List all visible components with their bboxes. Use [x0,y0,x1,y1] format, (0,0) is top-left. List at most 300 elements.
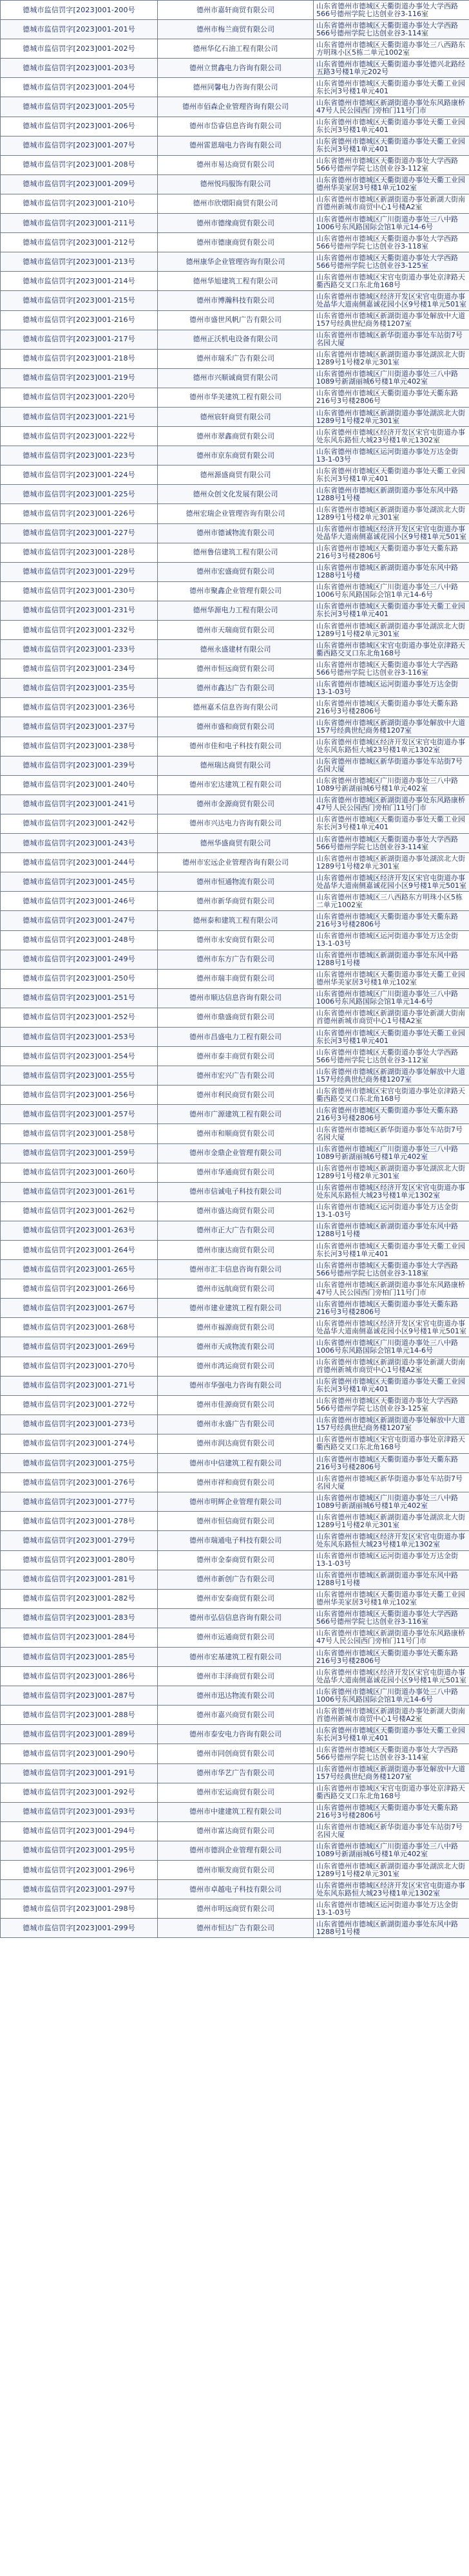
company-name: 德州市宏基建筑工程有限公司 [158,1647,314,1666]
company-name: 德州市正大广告有限公司 [158,1221,314,1240]
company-address: 山东省德州市德城区天衢街道办事处天衢工业园东长河3号楼1单元401 [314,117,469,136]
company-address: 山东省德州市德城区广川街道办事处三八中路1089号新湖丽城6号楼1单元402室 [314,368,469,388]
company-address: 山东省德州市德城区经济开发区宋官屯街道办事处东风东路恒大城23号楼1单元1302室 [314,737,469,756]
table-row [1,136,469,155]
company-address: 山东省德州市德城区天衢街道办事处天衢工业园东长河3号楼1单元401 [314,136,469,155]
penalty-number: 德城市监信罚字[2023]001-237号 [1,717,158,737]
table-row [1,1395,469,1415]
company-name: 德州市博瀚科技有限公司 [158,291,314,310]
penalty-number: 德城市监信罚字[2023]001-274号 [1,1434,158,1453]
company-address: 山东省德州市德城区经济开发区宋官屯街道办事处晶华大道南侧嘉诚花园小区9号楼1单元501室 [314,1318,469,1337]
table-row [1,465,469,485]
penalty-number: 德城市监信罚字[2023]001-207号 [1,136,158,155]
table-row [1,523,469,543]
company-name: 德州华源电力工程有限公司 [158,601,314,620]
company-address: 山东省德州市德城区天衢街道办事处大学西路566号德州学院七达创业谷3-118室 [314,1260,469,1279]
penalty-number: 德城市监信罚字[2023]001-252号 [1,1008,158,1027]
table-row [1,950,469,969]
company-address: 山东省德州市德城区天衢街道办事处大学西路566号德州学院七达创业谷3-116室 [314,1608,469,1628]
company-address: 山东省德州市德城区天衢街道办事处天衢东路216号3号楼2806号 [314,1299,469,1318]
table-row [1,1124,469,1143]
company-address: 山东省德州市德城区新湖街道办事处湖滨北大街1289号1号楼2单元301室 [314,1512,469,1531]
company-name: 德州立贯鑫电力咨询有限公司 [158,59,314,78]
company-address: 山东省德州市德城区天衢街道办事处大学西路566号德州学院七达创业谷3-114室 [314,20,469,39]
company-address: 山东省德州市德城区天衢街道办事处天衢东路216号3号楼2806号 [314,1802,469,1821]
table-row [1,1725,469,1744]
company-name: 德州瑞达商贸有限公司 [158,756,314,775]
table-row [1,407,469,426]
company-name: 德州宸轩商贸有限公司 [158,407,314,426]
company-name: 德州市天成物流有限公司 [158,1337,314,1357]
company-name: 德州市祥和商贸有限公司 [158,1473,314,1492]
company-name: 德州市京东商贸有限公司 [158,446,314,465]
company-name: 德州市丰泽商贸有限公司 [158,1667,314,1686]
company-address: 山东省德州市德城区广川街道办事处三八中路1006号东风路国际会馆1单元14-6号 [314,988,469,1008]
table-row [1,1667,469,1686]
table-row [1,872,469,892]
company-address: 山东省德州市德城区天衢街道办事处大学西路566号德州学院七达创业谷3-114室 [314,1744,469,1763]
company-address: 山东省德州市德城区宋官屯街道办事处京津路天衢西路交叉口东北角168号 [314,1783,469,1802]
table-row [1,78,469,97]
company-name: 德州市梅兰商贸有限公司 [158,20,314,39]
penalty-number: 德城市监信罚字[2023]001-278号 [1,1512,158,1531]
penalty-number: 德城市监信罚字[2023]001-219号 [1,368,158,388]
table-row [1,1,469,20]
table-row [1,1512,469,1531]
company-name: 德州正沃机电设备有限公司 [158,330,314,349]
table-row [1,1454,469,1473]
company-address: 山东省德州市德城区新湖街道办事处解放中大道157号经典世纪商务楼1207室 [314,1763,469,1783]
company-name: 德州市嘉兴商贸有限公司 [158,1706,314,1725]
penalty-number: 德城市监信罚字[2023]001-231号 [1,601,158,620]
company-address: 山东省德州市德城区天衢街道办事处大学西路566号德州学院七达创业谷3-112室 [314,155,469,174]
company-name: 德州市佰森企业管理咨询有限公司 [158,97,314,117]
penalty-number: 德城市监信罚字[2023]001-288号 [1,1706,158,1725]
penalty-number: 德城市监信罚字[2023]001-280号 [1,1550,158,1570]
table-row [1,1105,469,1124]
company-name: 德州市华艺广告有限公司 [158,1763,314,1783]
company-address: 山东省德州市德城区宋官屯街道办事处京津路天衢西路交叉口东北角168号 [314,1086,469,1105]
company-address: 山东省德州市德城区新湖街道办事处湖滨北大街1289号1号楼2单元301室 [314,1861,469,1880]
table-row [1,1763,469,1783]
table-row [1,679,469,698]
company-name: 德州市华通商贸有限公司 [158,1163,314,1182]
table-row [1,659,469,679]
table-row [1,1550,469,1570]
table-row [1,562,469,581]
company-name: 德州市顺发商贸有限公司 [158,1861,314,1880]
penalty-number: 德城市监信罚字[2023]001-240号 [1,775,158,794]
company-address: 山东省德州市德城区宋官屯街道办事处京津路天衢西路交叉口东北角168号 [314,640,469,659]
company-address: 山东省德州市德城区天衢街道办事处天衢东路216号3号楼2806号 [314,543,469,562]
company-name: 德州市恒达广告有限公司 [158,1919,314,1938]
company-address: 山东省德州市德城区运河街道办事处万达金街13-1-03号 [314,1550,469,1570]
company-address: 山东省德州市德城区运河街道办事处万达金街13-1-03号 [314,930,469,950]
company-address: 山东省德州市德城区宋官屯街道办事处京津路天衢西路交叉口东北角168号 [314,272,469,291]
table-row [1,485,469,504]
company-name: 德州市鼎盛商贸有限公司 [158,1008,314,1027]
penalty-number: 德城市监信罚字[2023]001-222号 [1,427,158,446]
table-row [1,194,469,213]
company-address: 山东省德州市德城区天衢街道办事处天衢东路216号3号楼2806号 [314,1454,469,1473]
table-row [1,1880,469,1899]
penalty-number: 德城市监信罚字[2023]001-287号 [1,1686,158,1706]
company-address: 山东省德州市德城区经济开发区宋官屯街道办事处东风东路恒大城23号楼1单元1302室 [314,1182,469,1201]
penalty-number: 德城市监信罚字[2023]001-261号 [1,1182,158,1201]
table-row [1,1241,469,1260]
company-name: 德州市金泰商贸有限公司 [158,1550,314,1570]
company-address: 山东省德州市德城区新华街道办事处车站街7号名园大厦 [314,1473,469,1492]
penalty-number: 德城市监信罚字[2023]001-295号 [1,1841,158,1860]
penalty-number: 德城市监信罚字[2023]001-220号 [1,388,158,407]
penalty-number: 德城市监信罚字[2023]001-266号 [1,1279,158,1299]
company-address: 山东省德州市德城区天衢街道办事处天衢工业园东长河3号楼1单元401 [314,1241,469,1260]
penalty-number: 德城市监信罚字[2023]001-270号 [1,1357,158,1376]
company-address: 山东省德州市德城区天衢街道办事处天衢工业园东长河3号楼1单元401 [314,1027,469,1046]
company-name: 德州市鑫达广告有限公司 [158,679,314,698]
table-row [1,1434,469,1453]
table-row [1,214,469,233]
penalty-number: 德城市监信罚字[2023]001-218号 [1,349,158,368]
table-row [1,1802,469,1821]
penalty-number: 德城市监信罚字[2023]001-211号 [1,214,158,233]
table-row [1,1027,469,1046]
company-name: 德州市岱睿信息咨询有限公司 [158,117,314,136]
company-address: 山东省德州市德城区广川街道办事处三八中路1089号新湖丽城6号楼1单元402室 [314,775,469,794]
penalty-number: 德城市监信罚字[2023]001-298号 [1,1899,158,1919]
table-row [1,1473,469,1492]
penalty-number: 德城市监信罚字[2023]001-213号 [1,252,158,272]
penalty-number: 德城市监信罚字[2023]001-260号 [1,1163,158,1182]
company-name: 德州市盛和商贸有限公司 [158,717,314,737]
table-row [1,1531,469,1550]
company-address: 山东省德州市德城区天衢街道办事处天衢工业园东长河3号楼1单元401 [314,1725,469,1744]
company-name: 德州市新华商贸有限公司 [158,892,314,911]
company-name: 德州悦玛服饰有限公司 [158,174,314,194]
company-address: 山东省德州市德城区广川街道办事处三八中路1006号东风路国际会馆1单元14-6号 [314,214,469,233]
company-name: 德州市盛世风帆广告有限公司 [158,310,314,330]
company-address: 山东省德州市德城区天衢街道办事处德兴北路经五路3号楼1单元202号 [314,59,469,78]
company-name: 德州市佳和电子科技有限公司 [158,737,314,756]
company-name: 德州市恒远商贸有限公司 [158,659,314,679]
table-row [1,252,469,272]
company-name: 德州市聚鑫企业管理有限公司 [158,581,314,601]
table-row [1,388,469,407]
company-address: 山东省德州市德城区天衢街道办事处三八西路东方明珠小区5栋二单元1002室 [314,39,469,59]
company-name: 德州市中信建筑工程有限公司 [158,1454,314,1473]
penalty-number: 德城市监信罚字[2023]001-204号 [1,78,158,97]
penalty-number: 德城市监信罚字[2023]001-251号 [1,988,158,1008]
company-address: 山东省德州市德城区天衢街道办事处天衢工业园东长河3号楼1单元401 [314,1376,469,1395]
table-row [1,1686,469,1706]
company-address: 山东省德州市德城区天衢街道办事处天衢工业园德州华美家居3号楼1单元102室 [314,174,469,194]
table-row [1,601,469,620]
penalty-number: 德城市监信罚字[2023]001-249号 [1,950,158,969]
company-address: 山东省德州市德城区新湖街道办事处东风路康桥47号人民公园西门旁柏门11号门市 [314,1279,469,1299]
table-row [1,1841,469,1860]
company-address: 山东省德州市德城区新湖街道办事处新湖大街南首德州新城市商贸中心1号楼A2室 [314,1357,469,1376]
penalty-number: 德城市监信罚字[2023]001-289号 [1,1725,158,1744]
penalty-number: 德城市监信罚字[2023]001-200号 [1,1,158,20]
penalty-number: 德城市监信罚字[2023]001-203号 [1,59,158,78]
penalty-number: 德城市监信罚字[2023]001-282号 [1,1589,158,1608]
company-name: 德州市泰丰商贸有限公司 [158,1047,314,1066]
table-row [1,1357,469,1376]
table-row [1,1279,469,1299]
table-row [1,1608,469,1628]
company-name: 德州市华美建筑工程有限公司 [158,388,314,407]
company-name: 德州同馨电力咨询有限公司 [158,78,314,97]
penalty-number: 德城市监信罚字[2023]001-258号 [1,1124,158,1143]
penalty-number: 德城市监信罚字[2023]001-285号 [1,1647,158,1666]
table-row [1,1899,469,1919]
penalty-number: 德城市监信罚字[2023]001-247号 [1,911,158,930]
company-name: 德州市福源商贸有限公司 [158,1318,314,1337]
company-name: 德州市瑞通电子科技有限公司 [158,1531,314,1550]
penalty-number: 德城市监信罚字[2023]001-291号 [1,1763,158,1783]
penalty-number: 德城市监信罚字[2023]001-262号 [1,1201,158,1221]
company-address: 山东省德州市德城区天衢街道办事处天衢东路216号3号楼2806号 [314,911,469,930]
company-name: 德州市宏运商贸有限公司 [158,1783,314,1802]
table-row [1,155,469,174]
company-address: 山东省德州市德城区天衢街道办事处天衢工业园东长河3号楼1单元401 [314,465,469,485]
company-name: 德州嘉禾信息咨询有限公司 [158,698,314,717]
company-name: 德州市宏盛商贸有限公司 [158,562,314,581]
table-body [1,1,469,1938]
company-address: 山东省德州市德城区新湖街道办事处新湖大街南首德州新城市商贸中心1号楼A2室 [314,194,469,213]
penalty-number: 德城市监信罚字[2023]001-265号 [1,1260,158,1279]
company-address: 山东省德州市德城区经济开发区宋官屯街道办事处东风东路恒大城23号楼1单元1302室 [314,1880,469,1899]
company-address: 山东省德州市德城区天衢街道办事处天衢工业园德州华美家居3号楼1单元102室 [314,1589,469,1608]
company-name: 德州市鸿运商贸有限公司 [158,1357,314,1376]
company-name: 德州市利民商贸有限公司 [158,1086,314,1105]
table-row [1,1008,469,1027]
table-row [1,1163,469,1182]
penalty-number: 德城市监信罚字[2023]001-245号 [1,872,158,892]
table-row [1,20,469,39]
penalty-number: 德城市监信罚字[2023]001-286号 [1,1667,158,1686]
table-row [1,1821,469,1841]
table-row [1,581,469,601]
company-address: 山东省德州市德城区新湖街道办事处新湖大街南首德州新城市商贸中心1号楼A2室 [314,1008,469,1027]
company-address: 山东省德州市德城区新湖街道办事处解放中大道157号经典世纪商务楼1207室 [314,310,469,330]
penalty-number: 德城市监信罚字[2023]001-259号 [1,1143,158,1163]
penalty-number: 德城市监信罚字[2023]001-241号 [1,794,158,814]
table-row [1,794,469,814]
company-address: 山东省德州市德城区广川街道办事处三八中路1006号东风路国际会馆1单元14-6号 [314,1686,469,1706]
company-name: 德州市盛达商贸有限公司 [158,1201,314,1221]
company-name: 德州市兴顺诚商贸有限公司 [158,368,314,388]
table-row [1,272,469,291]
company-address: 山东省德州市德城区新湖街道办事处东风中路1288号1号楼 [314,1570,469,1589]
penalty-number: 德城市监信罚字[2023]001-217号 [1,330,158,349]
company-address: 山东省德州市德城区天衢街道办事处天衢工业园东长河3号楼1单元401 [314,601,469,620]
company-address: 山东省德州市德城区天衢街道办事处天衢东路216号3号楼2806号 [314,1647,469,1666]
penalty-number: 德城市监信罚字[2023]001-227号 [1,523,158,543]
company-name: 德州市德康商贸有限公司 [158,233,314,252]
company-name: 德州市顺达信息咨询有限公司 [158,988,314,1008]
company-name: 德州市永盛广告有限公司 [158,1415,314,1434]
company-address: 山东省德州市德城区天衢街道办事处大学西路566号德州学院七达创业谷3-116室 [314,659,469,679]
penalty-number: 德城市监信罚字[2023]001-233号 [1,640,158,659]
company-name: 德州市恒通物流有限公司 [158,872,314,892]
company-address: 山东省德州市德城区运河街道办事处万达金街13-1-03号 [314,679,469,698]
penalty-number: 德城市监信罚字[2023]001-268号 [1,1318,158,1337]
table-row [1,1221,469,1240]
table-row [1,621,469,640]
penalty-number: 德城市监信罚字[2023]001-242号 [1,814,158,833]
penalty-number: 德城市监信罚字[2023]001-299号 [1,1919,158,1938]
penalty-number: 德城市监信罚字[2023]001-208号 [1,155,158,174]
penalty-number: 德城市监信罚字[2023]001-290号 [1,1744,158,1763]
company-address: 山东省德州市德城区新湖街道办事处东风中路1288号1号楼 [314,1919,469,1938]
company-name: 德州市远航商贸有限公司 [158,1279,314,1299]
company-name: 德州市弘信信息咨询有限公司 [158,1608,314,1628]
penalty-number: 德城市监信罚字[2023]001-226号 [1,504,158,523]
penalty-number: 德城市监信罚字[2023]001-225号 [1,485,158,504]
company-name: 德州市汇丰信息咨询有限公司 [158,1260,314,1279]
penalty-number: 德城市监信罚字[2023]001-281号 [1,1570,158,1589]
company-name: 德州市泰安电力咨询有限公司 [158,1725,314,1744]
table-row [1,349,469,368]
company-name: 德州市金鼎企业管理有限公司 [158,1143,314,1163]
company-address: 山东省德州市德城区天衢街道办事处大学西路566号德州学院七达创业谷3-125室 [314,1395,469,1415]
company-address: 山东省德州市德城区天衢街道办事处大学西路566号德州学院七达创业谷3-125室 [314,252,469,272]
company-name: 德州宏瑞企业管理咨询有限公司 [158,504,314,523]
company-address: 山东省德州市德城区三八西路东方明珠小区5栋二单元1002室 [314,892,469,911]
table-row [1,1783,469,1802]
table-row [1,1318,469,1337]
penalty-number: 德城市监信罚字[2023]001-209号 [1,174,158,194]
company-name: 德州市瑞禾广告有限公司 [158,349,314,368]
company-name: 德州华亿石油工程有限公司 [158,39,314,59]
company-address: 山东省德州市德城区新湖街道办事处东风中路1288号1号楼 [314,562,469,581]
company-name: 德州市德润企业管理有限公司 [158,1841,314,1860]
penalty-number: 德城市监信罚字[2023]001-276号 [1,1473,158,1492]
penalty-number: 德城市监信罚字[2023]001-272号 [1,1395,158,1415]
table-row [1,853,469,872]
company-address: 山东省德州市德城区广川街道办事处三八中路1006号东风路国际会馆1单元14-6号 [314,581,469,601]
company-name: 德州市宏兴广告有限公司 [158,1066,314,1086]
table-row [1,756,469,775]
table-row [1,39,469,59]
company-address: 山东省德州市德城区新湖街道办事处东风中路1288号1号楼 [314,1221,469,1240]
company-name: 德州雷恩瑞电力咨询有限公司 [158,136,314,155]
company-address: 山东省德州市德城区新华街道办事处车站街7号名园大厦 [314,330,469,349]
company-name: 德州市建业建筑工程有限公司 [158,1299,314,1318]
company-address: 山东省德州市德城区广川街道办事处三八中路1089号新湖丽城6号楼1单元402室 [314,1143,469,1163]
penalty-number: 德城市监信罚字[2023]001-202号 [1,39,158,59]
company-address: 山东省德州市德城区经济开发区宋官屯街道办事处晶华大道南侧嘉诚花园小区9号楼1单元501室 [314,1667,469,1686]
company-name: 德州市嘉轩商贸有限公司 [158,1,314,20]
table-row [1,737,469,756]
table-row [1,911,469,930]
company-name: 德州市康达商贸有限公司 [158,1241,314,1260]
company-name: 德州市金源商贸有限公司 [158,794,314,814]
company-address: 山东省德州市德城区广川街道办事处三八中路1089号新湖丽城6号楼1单元402室 [314,1841,469,1860]
penalty-number: 德城市监信罚字[2023]001-264号 [1,1241,158,1260]
company-name: 德州市天瑞商贸有限公司 [158,621,314,640]
penalty-number: 德城市监信罚字[2023]001-244号 [1,853,158,872]
table-row [1,543,469,562]
company-address: 山东省德州市德城区天衢街道办事处天衢工业园东长河3号楼1单元401 [314,78,469,97]
company-address: 山东省德州市德城区天衢街道办事处天衢东路216号3号楼2806号 [314,698,469,717]
penalty-number: 德城市监信罚字[2023]001-228号 [1,543,158,562]
company-name: 德州市安泰商贸有限公司 [158,1589,314,1608]
table-row [1,1201,469,1221]
penalty-number: 德城市监信罚字[2023]001-206号 [1,117,158,136]
penalty-number: 德城市监信罚字[2023]001-214号 [1,272,158,291]
company-address: 山东省德州市德城区新湖街道办事处湖滨北大街1289号1号楼2单元301室 [314,1163,469,1182]
table-row [1,930,469,950]
company-name: 德州市东方广告有限公司 [158,950,314,969]
company-name: 德州市昌盛电力工程有限公司 [158,1027,314,1046]
table-row [1,834,469,853]
company-name: 德州鲁信建筑工程有限公司 [158,543,314,562]
company-address: 山东省德州市德城区新湖街道办事处解放中大道157号经典世纪商务楼1207室 [314,1066,469,1086]
table-row [1,446,469,465]
penalty-number: 德城市监信罚字[2023]001-248号 [1,930,158,950]
penalty-number: 德城市监信罚字[2023]001-263号 [1,1221,158,1240]
company-address: 山东省德州市德城区天衢街道办事处天衢东路216号3号楼2806号 [314,1105,469,1124]
penalty-number: 德城市监信罚字[2023]001-243号 [1,834,158,853]
table-row [1,330,469,349]
penalty-number: 德城市监信罚字[2023]001-215号 [1,291,158,310]
company-name: 德州市欣熠阳商贸有限公司 [158,194,314,213]
company-address: 山东省德州市德城区广川街道办事处三八中路1006号东风路国际会馆1单元14-6号 [314,1337,469,1357]
table-row [1,1047,469,1066]
company-address: 山东省德州市德城区新华街道办事处车站街7号名园大厦 [314,1821,469,1841]
company-name: 德州永盛建材有限公司 [158,640,314,659]
penalty-number: 德城市监信罚字[2023]001-284号 [1,1628,158,1647]
penalty-number: 德城市监信罚字[2023]001-275号 [1,1454,158,1473]
table-row [1,1299,469,1318]
table-row [1,1376,469,1395]
company-name: 德州市中建建筑工程有限公司 [158,1802,314,1821]
penalty-number: 德城市监信罚字[2023]001-297号 [1,1880,158,1899]
company-address: 山东省德州市德城区新湖街道办事处湖滨北大街1289号1号楼2单元301室 [314,853,469,872]
table-row [1,368,469,388]
company-name: 德州泰和建筑工程有限公司 [158,911,314,930]
company-name: 德州市兴达电力咨询有限公司 [158,814,314,833]
company-address: 山东省德州市德城区新湖街道办事处东风路康桥47号人民公园西门旁柏门11号门市 [314,794,469,814]
company-address: 山东省德州市德城区经济开发区宋官屯街道办事处晶华大道南侧嘉诚花园小区9号楼1单元501室 [314,291,469,310]
table-row [1,117,469,136]
company-address: 山东省德州市德城区天衢街道办事处大学西路566号德州学院七达创业谷3-116室 [314,1,469,20]
penalty-number: 德城市监信罚字[2023]001-246号 [1,892,158,911]
penalty-number: 德城市监信罚字[2023]001-293号 [1,1802,158,1821]
table-row [1,1066,469,1086]
table-row [1,969,469,988]
company-address: 山东省德州市德城区运河街道办事处万达金街13-1-03号 [314,446,469,465]
table-row [1,1919,469,1938]
penalty-number: 德城市监信罚字[2023]001-296号 [1,1861,158,1880]
penalty-number: 德城市监信罚字[2023]001-230号 [1,581,158,601]
penalty-number: 德城市监信罚字[2023]001-277号 [1,1492,158,1512]
penalty-number: 德城市监信罚字[2023]001-256号 [1,1086,158,1105]
company-name: 德州市翠鑫商贸有限公司 [158,427,314,446]
company-address: 山东省德州市德城区新湖街道办事处新湖大街南首德州新城市商贸中心1号楼A2室 [314,1706,469,1725]
company-name: 德州市富达商贸有限公司 [158,1821,314,1841]
company-name: 德州康华企业管理咨询有限公司 [158,252,314,272]
table-row [1,59,469,78]
company-name: 德州源盛商贸有限公司 [158,465,314,485]
company-name: 德州市恒信商贸有限公司 [158,1512,314,1531]
company-address: 山东省德州市德城区新湖街道办事处湖滨北大街1289号1号楼2单元301室 [314,407,469,426]
company-address: 山东省德州市德城区运河街道办事处万达金街13-1-03号 [314,1899,469,1919]
table-row [1,775,469,794]
company-name: 德州华盛商贸有限公司 [158,834,314,853]
